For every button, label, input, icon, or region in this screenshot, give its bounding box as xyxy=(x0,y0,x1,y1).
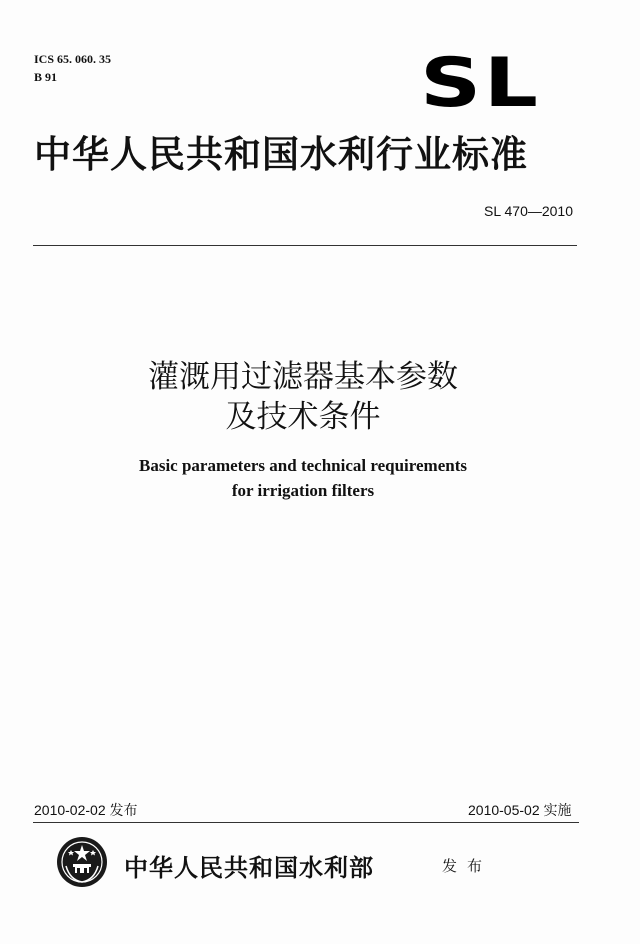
top-divider xyxy=(33,245,577,246)
ccs-code: B 91 xyxy=(34,70,58,84)
ministry-name: 中华人民共和国水利部 xyxy=(124,853,374,882)
publish-label: 发布 xyxy=(442,857,493,875)
title-en-line1: Basic parameters and technical requirements xyxy=(139,456,467,475)
standard-number: SL 470—2010 xyxy=(484,203,573,219)
industry-standard-title: 中华人民共和国水利行业标准 xyxy=(34,132,528,176)
sl-logo: SL xyxy=(420,44,541,123)
title-en-line2: for irrigation filters xyxy=(231,481,375,500)
issue-date: 2010-02-02 发布 xyxy=(34,802,138,818)
title-cn-line2: 及技术条件 xyxy=(225,399,381,435)
bottom-divider xyxy=(33,822,579,823)
ics-code: ICS 65. 060. 35 xyxy=(34,52,112,66)
national-emblem-icon xyxy=(56,836,108,888)
implement-date: 2010-05-02 实施 xyxy=(468,802,572,818)
title-cn-line1: 灌溉用过滤器基本参数 xyxy=(148,359,458,395)
